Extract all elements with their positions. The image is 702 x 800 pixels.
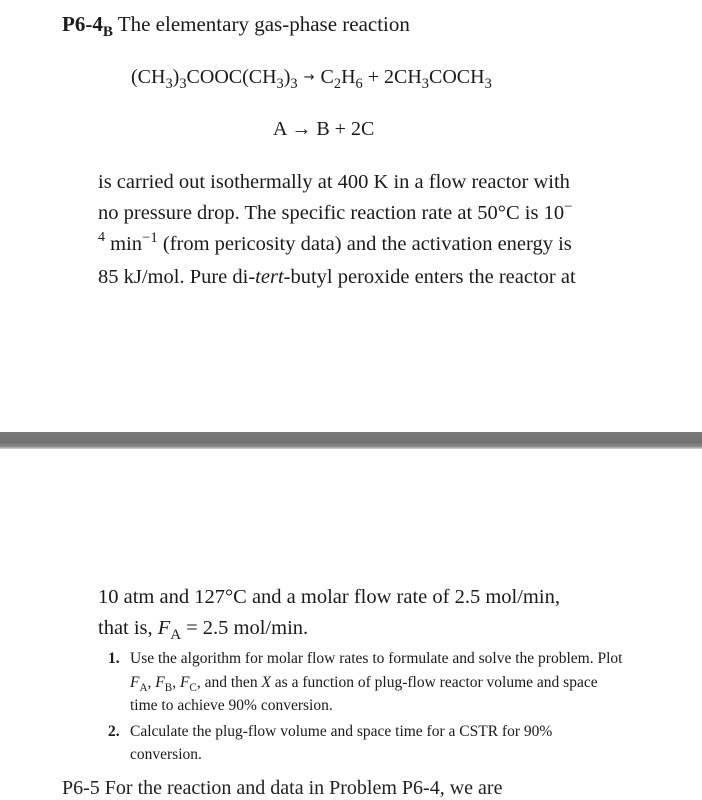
paragraph-line: that is, $F_A = 2.5$ mol/min. — [98, 617, 309, 644]
list-item — [108, 720, 628, 767]
product-formula: $C_2H_6$ + $2CH_3COCH_3$ — [320, 66, 492, 92]
item-text: Calculate the plug-flow volume and space time for a CSTR for 90% conversion. — [130, 722, 553, 763]
chemical-equation — [131, 66, 492, 92]
problem-number: $P6-4_B$ — [62, 12, 113, 41]
problem-heading — [62, 12, 410, 41]
reactant-formula: $(CH_3)_3COOC(CH_3)_3$ — [131, 66, 298, 92]
item-number: 1. — [108, 650, 120, 667]
paragraph-line: 85 kJ/mol. Pure di-tert-butyl peroxide enters the reactor at — [98, 266, 576, 288]
next-problem-cutoff: P6-5 For the reaction and data in Problem P6-4, we are — [62, 777, 503, 799]
page-blank-area — [0, 290, 702, 430]
page-divider — [0, 432, 702, 449]
reaction-arrow-icon: → — [303, 70, 315, 85]
symbolic-equation-text: A → B + 2C — [273, 118, 375, 140]
question-list — [108, 647, 628, 769]
paragraph-line: is carried out isothermally at 400 K in a flow reactor with — [98, 171, 570, 193]
problem-paragraph — [98, 167, 598, 293]
problem-paragraph-continued — [98, 582, 658, 644]
item-text: Use the algorithm for molar flow rates to formulate and solve the problem. Plot $F_A$, $F_B$, $F_C$, and then X as a function of plug-flow reactor volume and space time to achieve 90% conversion. — [130, 650, 623, 714]
paragraph-line: no pressure drop. The specific reaction rate at 50°C is 10− — [98, 199, 573, 224]
problem-title: The elementary gas-phase reaction — [117, 12, 410, 36]
list-item — [108, 647, 628, 718]
paragraph-line: $^4$ $\min^{-1}$ (from pericosity data) and the activation energy is — [98, 230, 572, 255]
item-number: 2. — [108, 722, 120, 740]
symbolic-equation — [273, 118, 374, 141]
paragraph-line: 10 atm and 127°C and a molar flow rate of 2.5 mol/min, — [98, 586, 560, 608]
